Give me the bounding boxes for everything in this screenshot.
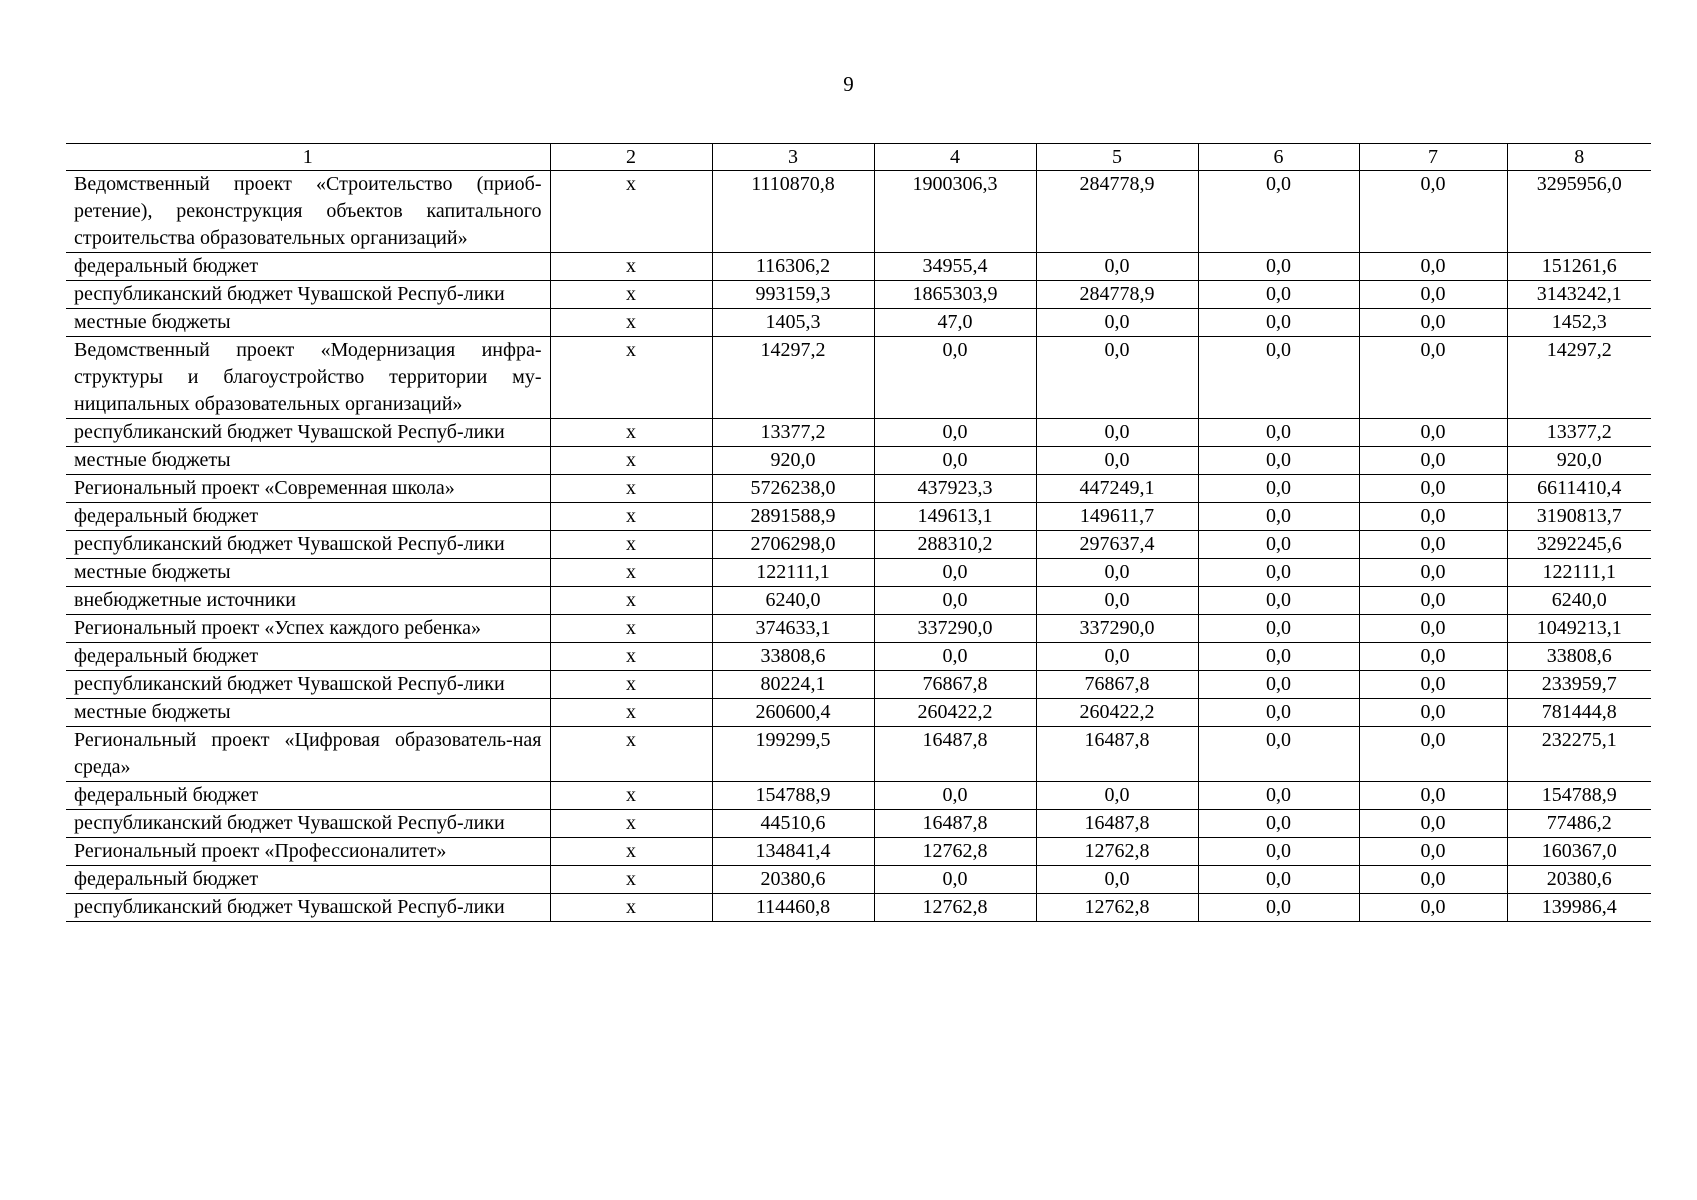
table-cell: 260422,2 <box>1036 699 1198 727</box>
table-cell: 0,0 <box>1198 281 1359 309</box>
row-label: республиканский бюджет Чувашской Респуб-лики <box>66 531 550 559</box>
table-cell: 260600,4 <box>712 699 874 727</box>
table-cell: х <box>550 810 712 838</box>
table-cell: 0,0 <box>1359 699 1507 727</box>
table-cell: х <box>550 447 712 475</box>
table-cell: 122111,1 <box>712 559 874 587</box>
column-header: 3 <box>712 144 874 171</box>
table-cell: 447249,1 <box>1036 475 1198 503</box>
table-cell: 0,0 <box>1198 810 1359 838</box>
column-header: 4 <box>874 144 1036 171</box>
table-cell: 920,0 <box>1507 447 1651 475</box>
table-cell: 297637,4 <box>1036 531 1198 559</box>
table-cell: 920,0 <box>712 447 874 475</box>
table-cell: 16487,8 <box>1036 727 1198 782</box>
table-cell: х <box>550 699 712 727</box>
table-cell: 0,0 <box>1198 671 1359 699</box>
table-cell: 16487,8 <box>1036 810 1198 838</box>
table-cell: 149611,7 <box>1036 503 1198 531</box>
table-cell: 0,0 <box>1036 309 1198 337</box>
table-cell: х <box>550 337 712 419</box>
table-cell: 77486,2 <box>1507 810 1651 838</box>
table-cell: 1405,3 <box>712 309 874 337</box>
table-cell: 1865303,9 <box>874 281 1036 309</box>
table-cell: 14297,2 <box>712 337 874 419</box>
table-cell: 0,0 <box>1359 643 1507 671</box>
table-row <box>66 643 1651 671</box>
table-cell: 232275,1 <box>1507 727 1651 782</box>
table-cell: 1900306,3 <box>874 171 1036 253</box>
table-cell: 437923,3 <box>874 475 1036 503</box>
column-header: 5 <box>1036 144 1198 171</box>
table-cell: 0,0 <box>1198 838 1359 866</box>
table-row <box>66 810 1651 838</box>
table-cell: 13377,2 <box>712 419 874 447</box>
table-cell: 288310,2 <box>874 531 1036 559</box>
table-cell: 0,0 <box>1359 894 1507 922</box>
header-row <box>66 144 1651 171</box>
table-cell: 16487,8 <box>874 727 1036 782</box>
table-cell: 0,0 <box>1036 866 1198 894</box>
row-label: республиканский бюджет Чувашской Респуб-лики <box>66 810 550 838</box>
table-cell: 3295956,0 <box>1507 171 1651 253</box>
table-cell: 0,0 <box>874 337 1036 419</box>
row-label: федеральный бюджет <box>66 866 550 894</box>
row-label: Региональный проект «Цифровая образователь-ная среда» <box>66 727 550 782</box>
table-cell: 0,0 <box>1359 253 1507 281</box>
table-cell: х <box>550 253 712 281</box>
row-label: Ведомственный проект «Строительство (приоб-ретение), реконструкция объектов капитального строительства образовательных организаций» <box>66 171 550 253</box>
table-cell: 0,0 <box>1036 782 1198 810</box>
table-cell: 284778,9 <box>1036 171 1198 253</box>
column-header: 2 <box>550 144 712 171</box>
table-cell: х <box>550 503 712 531</box>
row-label: республиканский бюджет Чувашской Респуб-лики <box>66 671 550 699</box>
table-row <box>66 838 1651 866</box>
table-row <box>66 531 1651 559</box>
table-cell: 12762,8 <box>1036 894 1198 922</box>
table-cell: х <box>550 866 712 894</box>
table-cell: х <box>550 309 712 337</box>
column-header: 8 <box>1507 144 1651 171</box>
table-row <box>66 615 1651 643</box>
table-cell: 134841,4 <box>712 838 874 866</box>
table-cell: х <box>550 727 712 782</box>
row-label: республиканский бюджет Чувашской Респуб-лики <box>66 894 550 922</box>
table-cell: 0,0 <box>1036 337 1198 419</box>
row-label: Региональный проект «Профессионалитет» <box>66 838 550 866</box>
table-row <box>66 699 1651 727</box>
table-cell: 0,0 <box>1198 309 1359 337</box>
table-cell: 0,0 <box>874 587 1036 615</box>
table-cell: 154788,9 <box>712 782 874 810</box>
table-cell: 0,0 <box>874 447 1036 475</box>
table-cell: 1110870,8 <box>712 171 874 253</box>
row-label: местные бюджеты <box>66 447 550 475</box>
table-cell: 13377,2 <box>1507 419 1651 447</box>
table-cell: 20380,6 <box>1507 866 1651 894</box>
table-cell: 0,0 <box>1036 253 1198 281</box>
row-label: Региональный проект «Успех каждого ребенка» <box>66 615 550 643</box>
table-cell: 33808,6 <box>712 643 874 671</box>
table-row <box>66 587 1651 615</box>
table-cell: 2891588,9 <box>712 503 874 531</box>
page-number: 9 <box>843 72 854 96</box>
table-row <box>66 253 1651 281</box>
table-cell: 0,0 <box>1036 419 1198 447</box>
table-row <box>66 171 1651 253</box>
table-cell: 781444,8 <box>1507 699 1651 727</box>
table-cell: 6240,0 <box>712 587 874 615</box>
table-row <box>66 309 1651 337</box>
table-cell: 5726238,0 <box>712 475 874 503</box>
table-cell: 34955,4 <box>874 253 1036 281</box>
row-label: республиканский бюджет Чувашской Респуб-лики <box>66 281 550 309</box>
table-cell: 1049213,1 <box>1507 615 1651 643</box>
table-row <box>66 782 1651 810</box>
table-cell: 0,0 <box>874 866 1036 894</box>
row-label: внебюджетные источники <box>66 587 550 615</box>
table-cell: 0,0 <box>1036 559 1198 587</box>
row-label: местные бюджеты <box>66 699 550 727</box>
table-cell: 0,0 <box>1198 337 1359 419</box>
table-cell: х <box>550 281 712 309</box>
table-cell: 0,0 <box>874 419 1036 447</box>
table-cell: 0,0 <box>1198 559 1359 587</box>
table-cell: 0,0 <box>1359 309 1507 337</box>
table-cell: 0,0 <box>1198 699 1359 727</box>
table-cell: 0,0 <box>874 643 1036 671</box>
table-cell: 0,0 <box>1359 171 1507 253</box>
table-cell: х <box>550 171 712 253</box>
table-cell: 233959,7 <box>1507 671 1651 699</box>
table-row <box>66 281 1651 309</box>
table-cell: 0,0 <box>1036 643 1198 671</box>
row-label: республиканский бюджет Чувашской Респуб-лики <box>66 419 550 447</box>
table-cell: 0,0 <box>1359 447 1507 475</box>
table-cell: х <box>550 838 712 866</box>
table-cell: 0,0 <box>1198 894 1359 922</box>
table-cell: 76867,8 <box>874 671 1036 699</box>
table-cell: 0,0 <box>1198 503 1359 531</box>
table-cell: 2706298,0 <box>712 531 874 559</box>
table-cell: 337290,0 <box>1036 615 1198 643</box>
table-cell: х <box>550 782 712 810</box>
table-cell: 0,0 <box>1359 281 1507 309</box>
table-cell: 0,0 <box>1198 475 1359 503</box>
table-row <box>66 419 1651 447</box>
table-cell: 0,0 <box>1036 447 1198 475</box>
table-cell: 0,0 <box>1198 727 1359 782</box>
table-cell: 0,0 <box>1198 643 1359 671</box>
table-cell: 0,0 <box>1198 531 1359 559</box>
table-cell: 0,0 <box>1198 419 1359 447</box>
table-cell: 3143242,1 <box>1507 281 1651 309</box>
table-cell: 0,0 <box>1359 503 1507 531</box>
table-cell: х <box>550 419 712 447</box>
table-row <box>66 866 1651 894</box>
table-cell: 33808,6 <box>1507 643 1651 671</box>
table-cell: 0,0 <box>1198 615 1359 643</box>
table-cell: х <box>550 531 712 559</box>
table-cell: х <box>550 559 712 587</box>
row-label: Ведомственный проект «Модернизация инфра-структуры и благоустройство территории му-ниципальных образовательных организаций» <box>66 337 550 419</box>
table-cell: 114460,8 <box>712 894 874 922</box>
table-cell: 14297,2 <box>1507 337 1651 419</box>
table-cell: 0,0 <box>1198 782 1359 810</box>
table-cell: 0,0 <box>1198 587 1359 615</box>
table-cell: 0,0 <box>1198 866 1359 894</box>
column-header: 1 <box>66 144 550 171</box>
table-row <box>66 727 1651 782</box>
table-cell: х <box>550 475 712 503</box>
table-cell: 122111,1 <box>1507 559 1651 587</box>
table-cell: 0,0 <box>1359 615 1507 643</box>
table-cell: 151261,6 <box>1507 253 1651 281</box>
table-cell: 0,0 <box>1198 171 1359 253</box>
row-label: местные бюджеты <box>66 559 550 587</box>
row-label: федеральный бюджет <box>66 253 550 281</box>
table-cell: 199299,5 <box>712 727 874 782</box>
table-row <box>66 503 1651 531</box>
column-header: 6 <box>1198 144 1359 171</box>
table-cell: 0,0 <box>1359 475 1507 503</box>
table-cell: 116306,2 <box>712 253 874 281</box>
table-cell: 3190813,7 <box>1507 503 1651 531</box>
row-label: федеральный бюджет <box>66 643 550 671</box>
table-cell: 374633,1 <box>712 615 874 643</box>
table-cell: 160367,0 <box>1507 838 1651 866</box>
table-cell: 154788,9 <box>1507 782 1651 810</box>
budget-table <box>66 143 1651 922</box>
table-cell: х <box>550 894 712 922</box>
table-cell: 12762,8 <box>1036 838 1198 866</box>
table-cell: 139986,4 <box>1507 894 1651 922</box>
table-cell: 80224,1 <box>712 671 874 699</box>
table-cell: х <box>550 615 712 643</box>
table-cell: 0,0 <box>1359 531 1507 559</box>
row-label: федеральный бюджет <box>66 782 550 810</box>
table-cell: 0,0 <box>1359 866 1507 894</box>
table-cell: 0,0 <box>1036 587 1198 615</box>
table-cell: 260422,2 <box>874 699 1036 727</box>
table-row <box>66 475 1651 503</box>
table-cell: 1452,3 <box>1507 309 1651 337</box>
table-cell: х <box>550 643 712 671</box>
row-label: Региональный проект «Современная школа» <box>66 475 550 503</box>
table-cell: 0,0 <box>1198 447 1359 475</box>
table-cell: 12762,8 <box>874 838 1036 866</box>
table-cell: 0,0 <box>1198 253 1359 281</box>
table-cell: 12762,8 <box>874 894 1036 922</box>
table-cell: 0,0 <box>1359 587 1507 615</box>
table-cell: 0,0 <box>1359 419 1507 447</box>
table-cell: х <box>550 587 712 615</box>
row-label: федеральный бюджет <box>66 503 550 531</box>
table-cell: 337290,0 <box>874 615 1036 643</box>
table-cell: 20380,6 <box>712 866 874 894</box>
table-cell: 993159,3 <box>712 281 874 309</box>
table-cell: 3292245,6 <box>1507 531 1651 559</box>
table-cell: 0,0 <box>1359 559 1507 587</box>
row-label: местные бюджеты <box>66 309 550 337</box>
table-cell: 0,0 <box>874 559 1036 587</box>
table-cell: х <box>550 671 712 699</box>
table-cell: 16487,8 <box>874 810 1036 838</box>
table-cell: 0,0 <box>1359 838 1507 866</box>
table-cell: 44510,6 <box>712 810 874 838</box>
table-cell: 0,0 <box>874 782 1036 810</box>
table-cell: 76867,8 <box>1036 671 1198 699</box>
table-cell: 284778,9 <box>1036 281 1198 309</box>
column-header: 7 <box>1359 144 1507 171</box>
table-row <box>66 894 1651 922</box>
table-cell: 0,0 <box>1359 782 1507 810</box>
table-cell: 0,0 <box>1359 337 1507 419</box>
table-row <box>66 559 1651 587</box>
table-cell: 6240,0 <box>1507 587 1651 615</box>
table-cell: 6611410,4 <box>1507 475 1651 503</box>
table-row <box>66 447 1651 475</box>
table-cell: 0,0 <box>1359 671 1507 699</box>
table-row <box>66 671 1651 699</box>
table-cell: 47,0 <box>874 309 1036 337</box>
table-cell: 0,0 <box>1359 727 1507 782</box>
table-cell: 149613,1 <box>874 503 1036 531</box>
table-cell: 0,0 <box>1359 810 1507 838</box>
table-row <box>66 337 1651 419</box>
